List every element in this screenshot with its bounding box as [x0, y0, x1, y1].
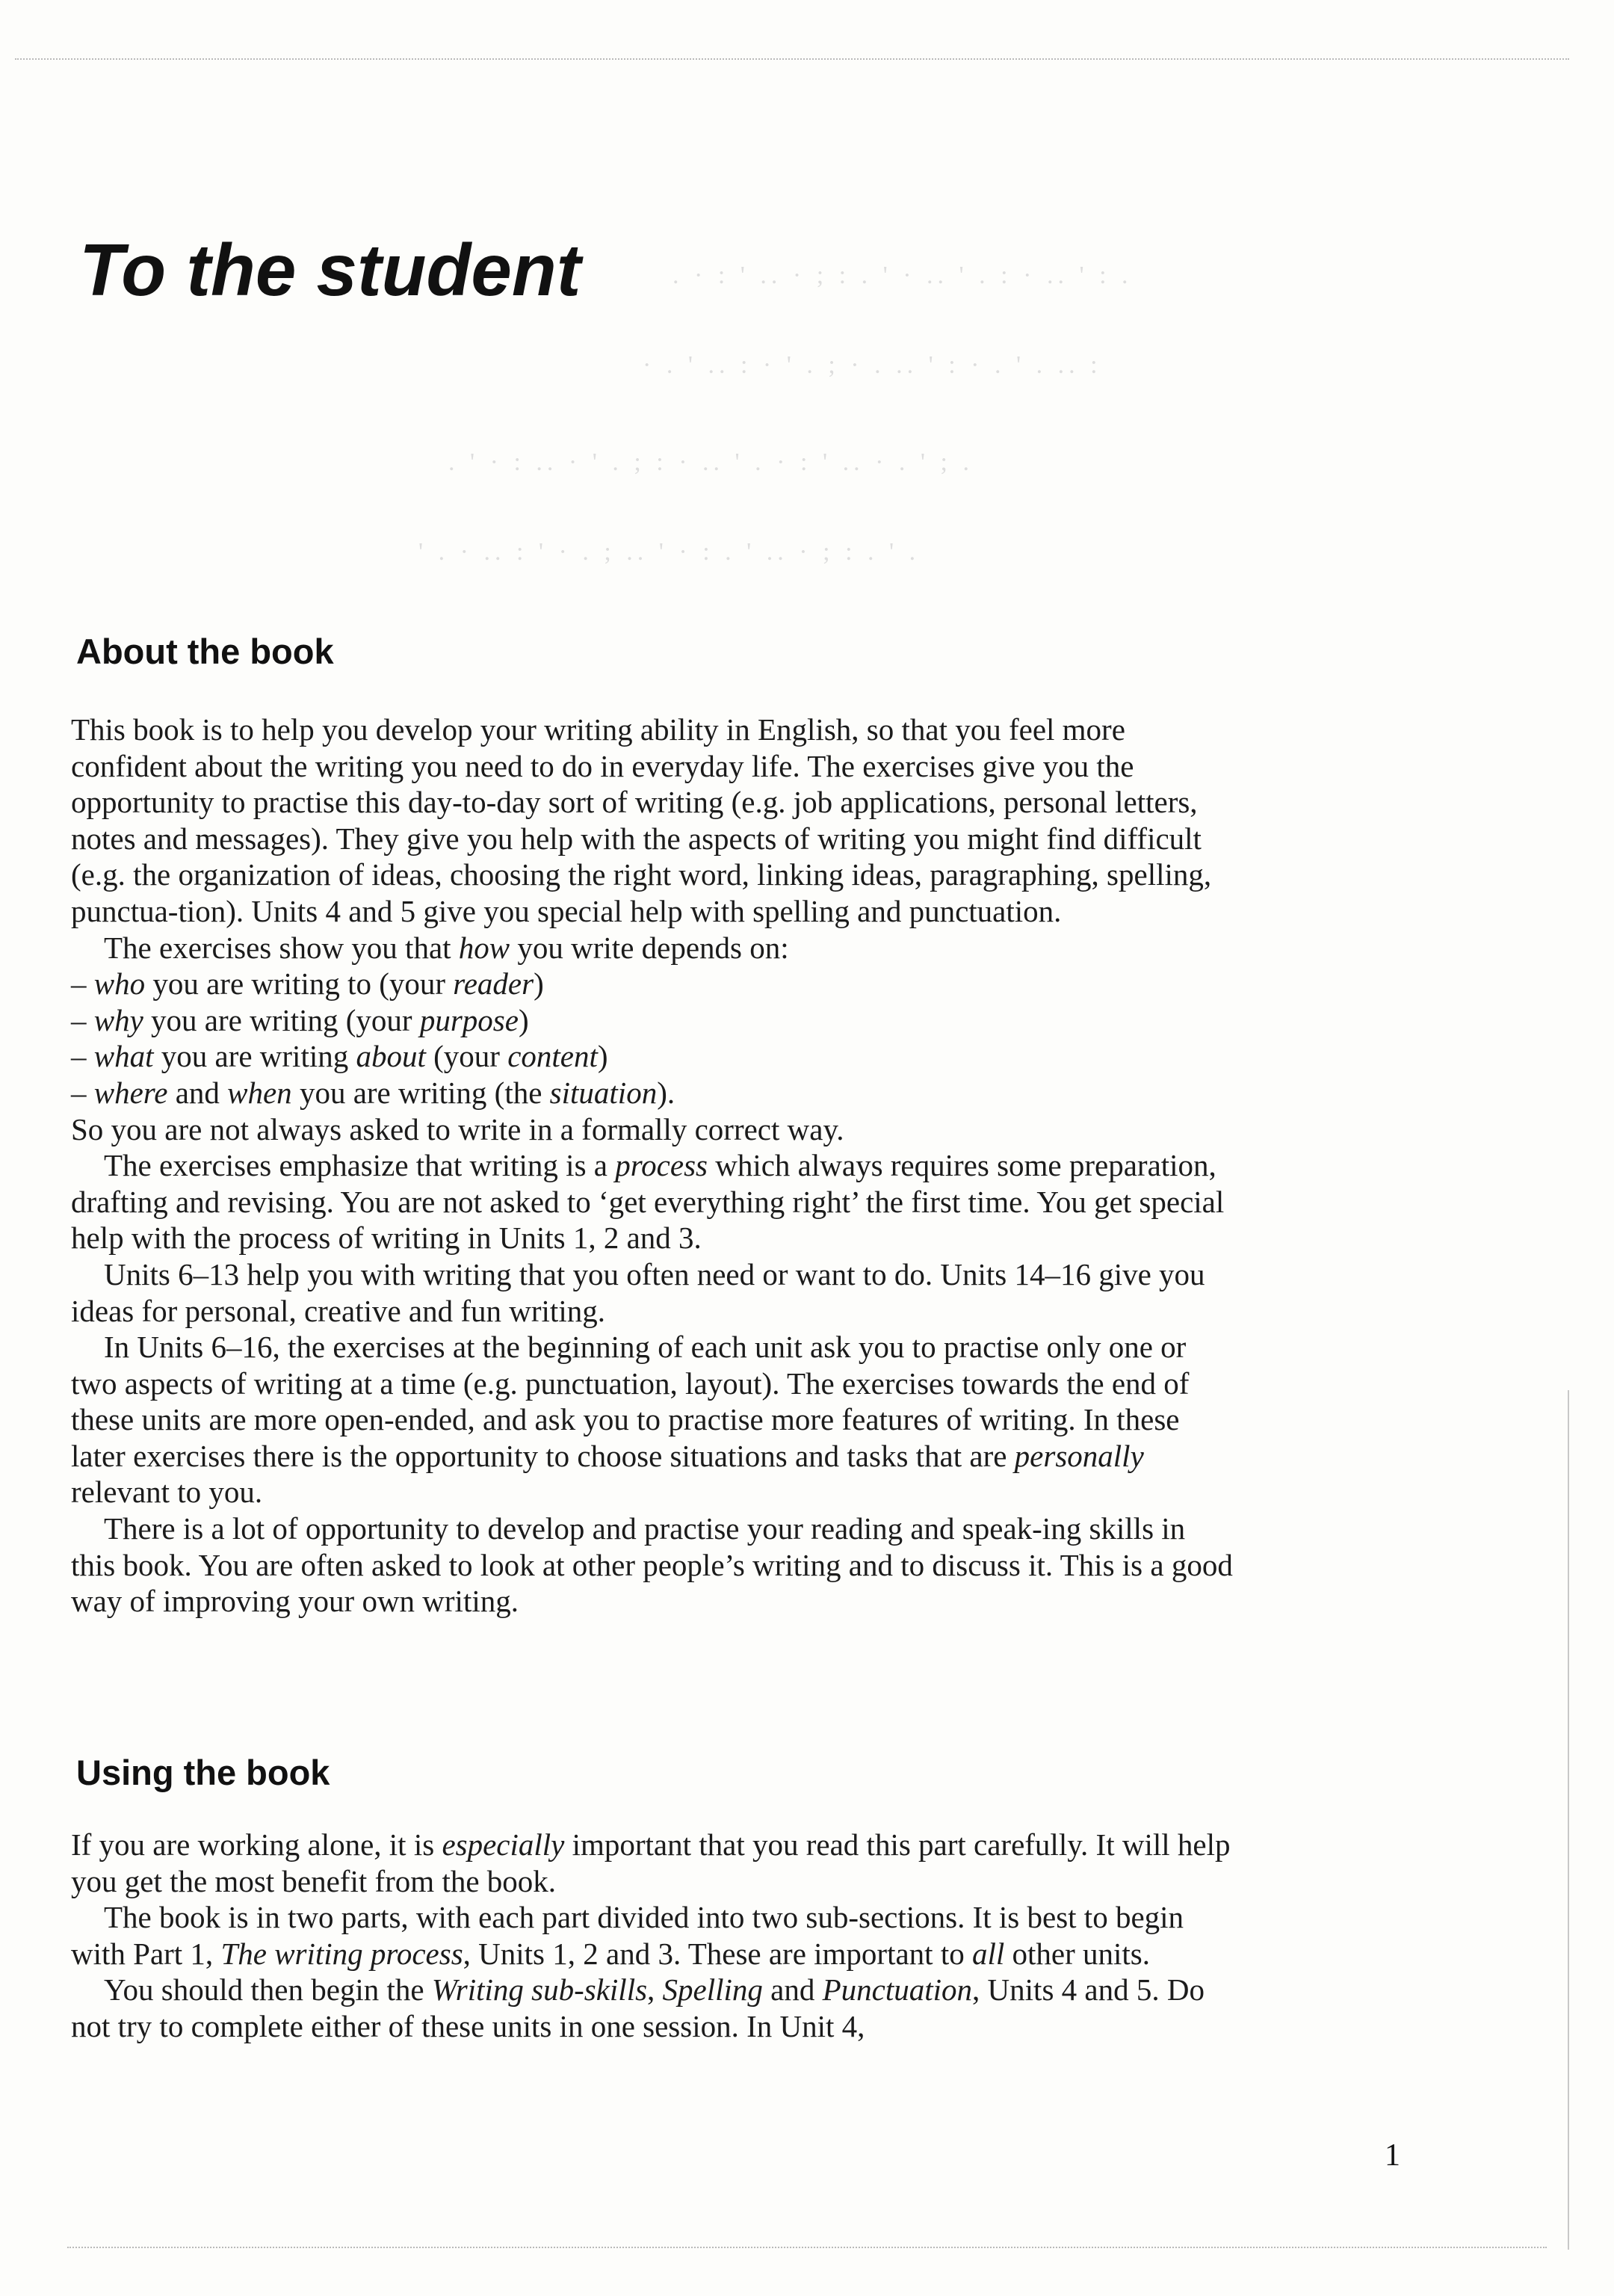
paragraph: There is a lot of opportunity to develop and practise your reading and speak-ing skills in this book. You are often asked to look at other people’s writing and to discuss it. This is a good way of improving your own writing. — [71, 1511, 1233, 1619]
list-item: – who you are writing to (your reader) — [71, 966, 1237, 1002]
section-heading-using: Using the book — [76, 1753, 330, 1792]
paragraph: The exercises emphasize that writing is a process which always requires some preparation, drafting and revising. You are not asked to ‘get everything right’ the first time. You get special help with the process of writing in Units 1, 2 and 3. — [71, 1148, 1225, 1256]
paragraph: The exercises show you that how you write depends on: — [104, 930, 789, 965]
section-heading-about: About the book — [76, 632, 334, 671]
list — [71, 966, 1237, 1111]
paragraph: The book is in two parts, with each part divided into two sub-sections. It is best to begin with Part 1, The writing process, Units 1, 2 and 3. These are important to all other units. — [71, 1900, 1184, 1971]
using-section-body — [71, 1827, 1237, 2045]
scan-bottom-edge — [67, 2247, 1547, 2248]
page-number: 1 — [1385, 2138, 1400, 2173]
about-section-body — [71, 712, 1237, 1620]
paragraph: This book is to help you develop your writing ability in English, so that you feel more confident about the writing you need to do in everyday life. The exercises give you the opportunity to practise this day-to-day sort of writing (e.g. job applications, personal letters, notes and messages). They give you help with the aspects of writing you might find difficult (e.g. the organization of ideas, choosing the right word, linking ideas, paragraphing, spelling, punctua-tion). Units 4 and 5 give you special help with spelling and punctuation. — [71, 712, 1212, 928]
page-title: To the student — [79, 229, 581, 311]
paragraph: So you are not always asked to write in a formally correct way. — [71, 1111, 844, 1147]
paragraph: If you are working alone, it is especially important that you read this part carefully. It will help you get the most benefit from the book. — [71, 1827, 1231, 1898]
bleed-through: · . ' .. : · ' . ; · . .. ' : · . ' . .. : — [643, 351, 1102, 379]
bleed-through: . ' · : .. · ' . ; : · .. ' . · : ' .. · . ' ; . — [448, 448, 974, 476]
paragraph: You should then begin the Writing sub-skills, Spelling and Punctuation, Units 4 and 5. Do not try to complete either of these units in one session. In Unit 4, — [71, 1972, 1205, 2043]
scan-top-edge — [15, 58, 1569, 60]
list-item: – where and when you are writing (the situation). — [71, 1075, 1237, 1111]
list-item: – why you are writing (your purpose) — [71, 1002, 1237, 1039]
bleed-through: ' . · .. : ' · . ; .. ' · : . ' .. · ; : . ' . — [418, 538, 921, 566]
scan-right-edge — [1568, 1390, 1569, 2250]
paragraph: Units 6–13 help you with writing that you often need or want to do. Units 14–16 give you ideas for personal, creative and fun writing. — [71, 1256, 1205, 1328]
bleed-through: . · : ' .. · ; : . ' · .. ' . : · .. ' : . — [672, 262, 1133, 289]
paragraph: In Units 6–16, the exercises at the beginning of each unit ask you to practise only one or two aspects of writing at a time (e.g. punctuation, layout). The exercises towards the end of these units are more open-ended, and ask you to practise more features of writing. In these later exercises there is the opportunity to choose situations and tasks that are personally relevant to you. — [71, 1330, 1190, 1510]
list-item: – what you are writing about (your content) — [71, 1038, 1237, 1075]
